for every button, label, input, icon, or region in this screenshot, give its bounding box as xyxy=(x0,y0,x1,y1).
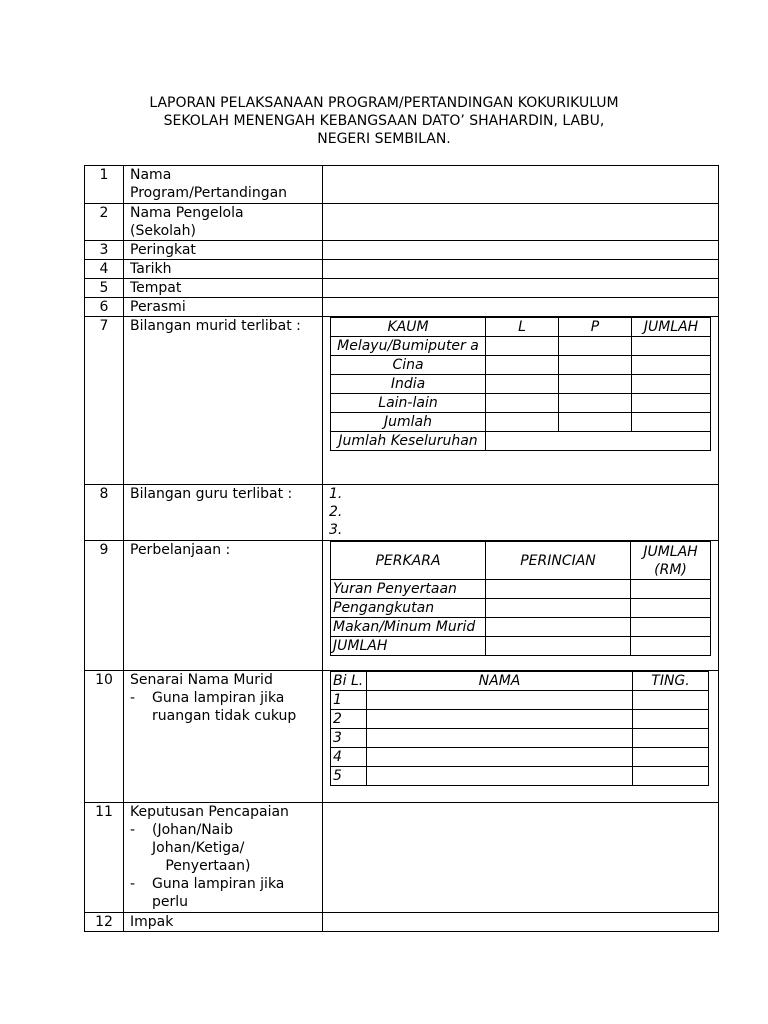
bullet-text xyxy=(152,689,296,725)
nama-row-number: 5 xyxy=(331,767,367,786)
perincian-cell[interactable] xyxy=(486,637,631,656)
row-number: 4 xyxy=(85,260,124,279)
perincian-cell[interactable] xyxy=(486,618,631,637)
row-number: 9 xyxy=(85,541,124,671)
form-row xyxy=(85,204,719,241)
row-number: 12 xyxy=(85,913,124,932)
bullet-line: Johan/Ketiga/ xyxy=(152,840,245,856)
row-label xyxy=(124,671,323,803)
row-value-cell[interactable] xyxy=(323,913,719,932)
murid-count-cell[interactable] xyxy=(486,413,559,432)
row-number: 5 xyxy=(85,279,124,298)
guru-entry[interactable]: 1. xyxy=(329,486,343,502)
nama-cell[interactable] xyxy=(367,710,633,729)
row-label xyxy=(124,204,323,241)
perbelanjaan-row xyxy=(331,580,711,599)
murid-count-cell[interactable] xyxy=(632,356,711,375)
row-label-line: Tarikh xyxy=(130,261,172,277)
nama-header: NAMA xyxy=(367,672,633,691)
murid-header: P xyxy=(559,318,632,337)
row-label-line: Nama xyxy=(130,167,172,183)
perincian-cell[interactable] xyxy=(486,580,631,599)
row-number: 3 xyxy=(85,241,124,260)
bullet-note xyxy=(130,821,322,875)
form-row xyxy=(85,317,719,485)
murid-total-label: Jumlah Keseluruhan xyxy=(331,432,486,451)
jumlah-rm-cell[interactable] xyxy=(631,618,711,637)
nama-cell[interactable] xyxy=(367,729,633,748)
nama-row-number: 2 xyxy=(331,710,367,729)
nama-row-number: 1 xyxy=(331,691,367,710)
murid-count-cell[interactable] xyxy=(559,394,632,413)
jumlah-rm-cell[interactable] xyxy=(631,599,711,618)
murid-kaum: Cina xyxy=(331,356,486,375)
nama-row-number: 4 xyxy=(331,748,367,767)
row-label-line: (Sekolah) xyxy=(130,223,196,239)
perbelanjaan-item: Pengangkutan xyxy=(331,599,486,618)
row-label-line: Keputusan Pencapaian xyxy=(130,804,289,820)
murid-table xyxy=(330,317,711,451)
row-label-line: Tempat xyxy=(130,280,182,296)
row-label-line: Bilangan guru terlibat : xyxy=(130,486,293,502)
document-title xyxy=(84,94,684,148)
jumlah-rm-cell[interactable] xyxy=(631,580,711,599)
murid-count-cell[interactable] xyxy=(632,394,711,413)
murid-header: L xyxy=(486,318,559,337)
ting-cell[interactable] xyxy=(633,691,709,710)
nama-row-number: 3 xyxy=(331,729,367,748)
row-label-line: Senarai Nama Murid xyxy=(130,672,273,688)
murid-total-cell[interactable] xyxy=(486,432,711,451)
murid-row xyxy=(331,356,711,375)
row-label xyxy=(124,913,323,932)
murid-kaum: Lain-lain xyxy=(331,394,486,413)
bullet-line: perlu xyxy=(152,894,189,910)
row-label xyxy=(124,279,323,298)
perbelanjaan-table xyxy=(330,541,711,656)
perbelanjaan-row xyxy=(331,637,711,656)
form-row xyxy=(85,541,719,671)
nama-header: TING. xyxy=(633,672,709,691)
row-number: 7 xyxy=(85,317,124,485)
perincian-cell[interactable] xyxy=(486,599,631,618)
row-label xyxy=(124,260,323,279)
perbelanjaan-item: JUMLAH xyxy=(331,637,486,656)
murid-count-cell[interactable] xyxy=(486,375,559,394)
form-row xyxy=(85,241,719,260)
bullet-line: Penyertaan) xyxy=(152,858,251,874)
perbelanjaan-item: Yuran Penyertaan xyxy=(331,580,486,599)
murid-header: KAUM xyxy=(331,318,486,337)
murid-count-cell[interactable] xyxy=(632,337,711,356)
nama-row xyxy=(331,767,709,786)
murid-total-row xyxy=(331,432,711,451)
bullet-line: ruangan tidak cukup xyxy=(152,708,297,724)
murid-kaum: Jumlah xyxy=(331,413,486,432)
murid-count-cell[interactable] xyxy=(486,337,559,356)
row-number: 6 xyxy=(85,298,124,317)
row-number: 1 xyxy=(85,166,124,204)
row-value-cell[interactable] xyxy=(323,279,719,298)
nama-murid-table xyxy=(330,671,709,786)
row-value-cell[interactable] xyxy=(323,260,719,279)
perbelanjaan-row xyxy=(331,599,711,618)
row-label-line: Impak xyxy=(130,914,174,930)
row-value-cell[interactable] xyxy=(323,166,719,204)
row-value-cell[interactable] xyxy=(323,204,719,241)
row-label-line: Perbelanjaan : xyxy=(130,542,231,558)
bullet-text xyxy=(152,821,250,875)
murid-kaum: Melayu/Bumiputer a xyxy=(331,337,486,356)
form-row xyxy=(85,298,719,317)
murid-count-cell[interactable] xyxy=(486,356,559,375)
murid-count-cell[interactable] xyxy=(559,375,632,394)
ting-cell[interactable] xyxy=(633,748,709,767)
row-value-cell[interactable] xyxy=(323,671,719,803)
murid-count-cell[interactable] xyxy=(486,394,559,413)
murid-count-cell[interactable] xyxy=(632,413,711,432)
perbelanjaan-header: JUMLAH (RM) xyxy=(631,542,711,580)
bullet-line: Guna lampiran jika xyxy=(152,876,285,892)
nama-cell[interactable] xyxy=(367,748,633,767)
murid-row xyxy=(331,375,711,394)
perbelanjaan-header: PERINCIAN xyxy=(486,542,631,580)
nama-cell[interactable] xyxy=(367,767,633,786)
murid-row xyxy=(331,394,711,413)
perbelanjaan-header: PERKARA xyxy=(331,542,486,580)
bullet-note xyxy=(130,875,322,911)
form-row xyxy=(85,913,719,932)
row-value-cell[interactable] xyxy=(323,241,719,260)
nama-header: Bi L. xyxy=(331,672,367,691)
ting-cell[interactable] xyxy=(633,729,709,748)
row-number: 2 xyxy=(85,204,124,241)
row-label-line: Nama Pengelola xyxy=(130,205,244,221)
row-label xyxy=(124,298,323,317)
bullet-line: Guna lampiran jika xyxy=(152,690,285,706)
bullet-dash: - xyxy=(130,876,136,892)
bullet-dash: - xyxy=(130,822,136,838)
row-value-cell[interactable] xyxy=(323,485,719,541)
nama-row xyxy=(331,691,709,710)
row-value-cell[interactable] xyxy=(323,317,719,485)
bullet-line: (Johan/Naib xyxy=(152,822,234,838)
title-line-1: LAPORAN PELAKSANAAN PROGRAM/PERTANDINGAN KOKURIKULUM xyxy=(149,95,619,111)
form-row xyxy=(85,166,719,204)
row-number: 11 xyxy=(85,803,124,913)
murid-row xyxy=(331,337,711,356)
bullet-note xyxy=(130,689,322,725)
bullet-dash: - xyxy=(130,690,136,706)
row-label xyxy=(124,241,323,260)
ting-cell[interactable] xyxy=(633,767,709,786)
nama-row xyxy=(331,710,709,729)
row-label xyxy=(124,485,323,541)
nama-cell[interactable] xyxy=(367,691,633,710)
row-value-cell[interactable] xyxy=(323,298,719,317)
guru-entry[interactable]: 3. xyxy=(329,522,343,538)
row-label xyxy=(124,166,323,204)
murid-kaum: India xyxy=(331,375,486,394)
murid-count-cell[interactable] xyxy=(559,356,632,375)
ting-cell[interactable] xyxy=(633,710,709,729)
row-label-line: Program/Pertandingan xyxy=(130,185,288,201)
title-line-2: SEKOLAH MENENGAH KEBANGSAAN DATO’ SHAHARDIN, LABU, xyxy=(163,113,605,129)
row-label xyxy=(124,541,323,671)
murid-count-cell[interactable] xyxy=(559,413,632,432)
form-row xyxy=(85,279,719,298)
form-row xyxy=(85,803,719,913)
bullet-text xyxy=(152,875,284,911)
row-value-cell[interactable] xyxy=(323,803,719,913)
row-number: 8 xyxy=(85,485,124,541)
row-label xyxy=(124,317,323,485)
row-label-line: Perasmi xyxy=(130,299,186,315)
report-form-table xyxy=(84,165,719,932)
nama-row xyxy=(331,748,709,767)
row-number: 10 xyxy=(85,671,124,803)
murid-row xyxy=(331,413,711,432)
perbelanjaan-item: Makan/Minum Murid xyxy=(331,618,486,637)
guru-entry[interactable]: 2. xyxy=(329,504,343,520)
nama-row xyxy=(331,729,709,748)
form-row xyxy=(85,671,719,803)
murid-header: JUMLAH xyxy=(632,318,711,337)
row-label xyxy=(124,803,323,913)
jumlah-rm-cell[interactable] xyxy=(631,637,711,656)
form-row xyxy=(85,260,719,279)
form-row xyxy=(85,485,719,541)
row-label-line: Peringkat xyxy=(130,242,196,258)
title-line-3: NEGERI SEMBILAN. xyxy=(317,131,451,147)
murid-count-cell[interactable] xyxy=(632,375,711,394)
row-label-line: Bilangan murid terlibat : xyxy=(130,318,301,334)
perbelanjaan-row xyxy=(331,618,711,637)
murid-count-cell[interactable] xyxy=(559,337,632,356)
row-value-cell[interactable] xyxy=(323,541,719,671)
